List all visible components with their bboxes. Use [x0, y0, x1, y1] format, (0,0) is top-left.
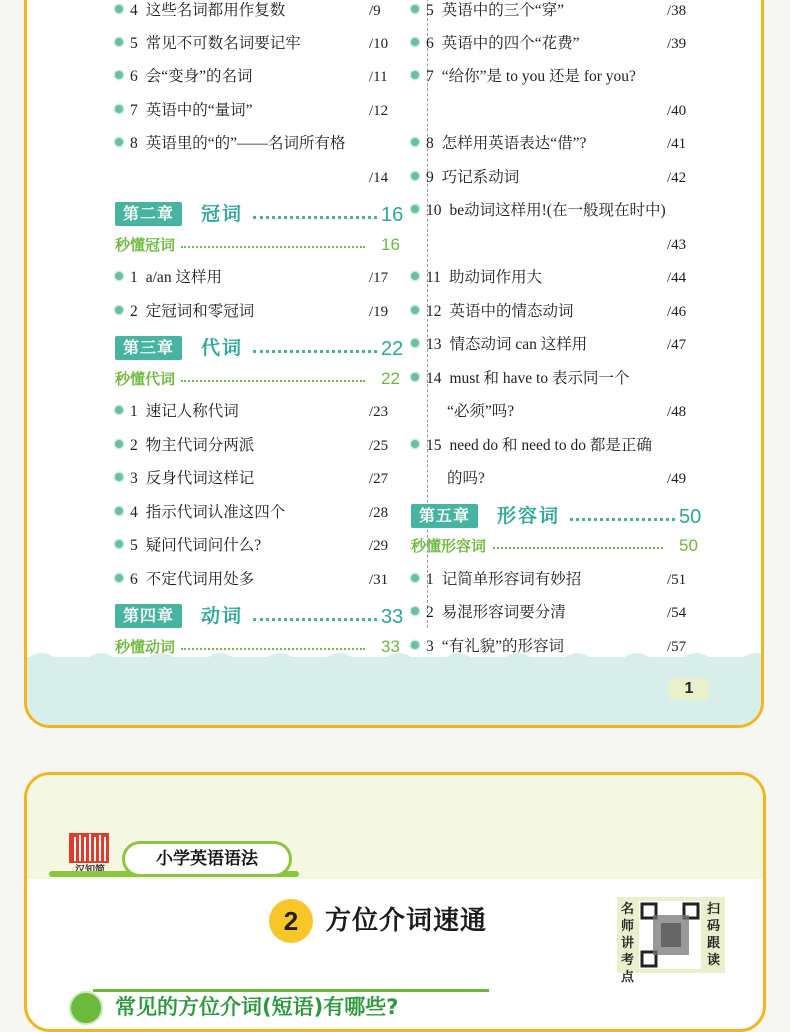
entry-page-number: /46	[667, 304, 687, 320]
entry-page-number: /54	[667, 605, 687, 621]
entry-number: 5	[130, 35, 138, 52]
entry-page-number: /10	[369, 36, 389, 52]
entry-page-number: /25	[369, 438, 389, 454]
toc-entry[interactable]	[115, 1, 285, 21]
subsection-page-number: 50	[679, 536, 698, 555]
entry-page-number: /57	[667, 639, 687, 655]
entry-page-number: /9	[369, 3, 381, 19]
entry-number: 6	[130, 68, 138, 85]
entry-title: 的吗?	[447, 470, 485, 487]
entry-title: 这些名词都用作复数	[145, 2, 286, 19]
entry-number: 4	[130, 2, 138, 19]
toc-entry[interactable]	[115, 536, 261, 556]
toc-page-card	[24, 0, 764, 728]
entry-number: 2	[130, 437, 138, 454]
next-page-card	[24, 772, 766, 1032]
entry-title: 物主代词分两派	[145, 437, 255, 454]
bullet-dot-icon	[115, 71, 123, 79]
toc-entry[interactable]	[115, 402, 239, 422]
qr-caption-right: 扫码跟读	[707, 902, 721, 968]
page-number: 1	[669, 678, 709, 700]
chapter-title[interactable]: 形容词	[497, 505, 561, 527]
book-open-icon	[69, 991, 103, 1025]
entry-title: 会“变身”的名词	[145, 68, 253, 85]
subsection-leader-dots	[181, 246, 365, 248]
chapter-title[interactable]: 动词	[201, 605, 244, 627]
toc-entry[interactable]	[411, 335, 587, 355]
entry-page-number: /40	[667, 103, 687, 119]
chapter-badge: 第五章	[411, 504, 478, 528]
toc-entry[interactable]	[411, 1, 564, 21]
entry-page-number: /29	[369, 538, 389, 554]
entry-number: 5	[130, 537, 138, 554]
entry-title: 疑问代词问什么?	[145, 537, 262, 554]
qr-caption-left: 名师讲考点	[621, 902, 635, 985]
chapter-badge: 第三章	[115, 336, 182, 360]
chapter-badge: 第二章	[115, 202, 182, 226]
subsection-title[interactable]: 秒懂代词	[115, 370, 176, 388]
subsection-leader-dots	[493, 547, 663, 549]
toc-entry[interactable]	[115, 436, 254, 456]
bullet-dot-icon	[411, 440, 419, 448]
entry-title: 英语中的三个“穿”	[441, 2, 565, 19]
bullet-dot-icon	[115, 507, 123, 515]
entry-page-number: /38	[667, 3, 687, 19]
entry-page-number: /49	[667, 471, 687, 487]
bullet-dot-icon	[411, 373, 419, 381]
entry-title: 情态动词 can 这样用	[449, 336, 588, 353]
entry-page-number: /11	[369, 69, 388, 85]
entry-page-number: /47	[667, 337, 687, 353]
entry-page-number: /17	[369, 270, 389, 286]
entry-title: a/an 这样用	[145, 269, 222, 286]
qr-panel	[617, 897, 725, 985]
bullet-dot-icon	[411, 607, 419, 615]
page-footer-band	[27, 657, 761, 725]
chapter-badge: 第四章	[115, 604, 182, 628]
entry-page-number: /27	[369, 471, 389, 487]
bullet-dot-icon	[411, 138, 419, 146]
entry-title: 怎样用英语表达“借”?	[441, 135, 587, 152]
entry-number: 1	[130, 269, 138, 286]
subsection-page-number: 22	[381, 369, 400, 388]
chapter-title[interactable]: 冠词	[201, 203, 244, 225]
toc-entry[interactable]	[411, 436, 652, 456]
chapter-page-number: 22	[381, 338, 404, 360]
entry-page-number: /43	[667, 237, 687, 253]
subsection-title[interactable]: 秒懂形容词	[411, 537, 487, 555]
bullet-dot-icon	[411, 205, 419, 213]
bullet-dot-icon	[411, 574, 419, 582]
toc-entry[interactable]	[411, 302, 574, 322]
entry-title: 常见不可数名词要记牢	[145, 35, 301, 52]
subsection-page-number: 33	[381, 637, 400, 656]
bullet-dot-icon	[115, 105, 123, 113]
bullet-dot-icon	[115, 440, 123, 448]
entry-number: 2	[426, 604, 434, 621]
toc-entry[interactable]	[115, 503, 285, 523]
series-title: 小学英语语法	[122, 841, 292, 877]
entry-number: 1	[130, 403, 138, 420]
bullet-dot-icon	[411, 306, 419, 314]
entry-page-number: /23	[369, 404, 389, 420]
toc-entry[interactable]	[411, 268, 542, 288]
bullet-dot-icon	[411, 272, 419, 280]
entry-page-number: /31	[369, 572, 389, 588]
entry-title: 易混形容词要分清	[441, 604, 566, 621]
entry-title: “有礼貌”的形容词	[441, 638, 565, 655]
entry-title: 英语中的情态动词	[449, 303, 574, 320]
subsection-leader-dots	[181, 380, 365, 382]
entry-title: “给你”是 to you 还是 for you?	[441, 68, 636, 85]
bullet-dot-icon	[115, 473, 123, 481]
section-title: 方位介词速通	[325, 906, 488, 936]
toc-entry[interactable]	[115, 134, 346, 154]
toc-entry[interactable]	[411, 201, 666, 221]
entry-page-number: /51	[667, 572, 687, 588]
entry-number: 8	[426, 135, 434, 152]
entry-title: 速记人称代词	[145, 403, 239, 420]
bullet-dot-icon	[411, 71, 419, 79]
entry-number: 14	[426, 370, 442, 387]
entry-page-number: /48	[667, 404, 687, 420]
entry-title: “必须”吗?	[447, 403, 515, 420]
entry-number: 10	[426, 202, 442, 219]
toc-entry[interactable]	[411, 34, 580, 54]
entry-number: 5	[426, 2, 434, 19]
toc-entry[interactable]	[411, 134, 586, 154]
entry-number: 7	[130, 102, 138, 119]
entry-page-number: /12	[369, 103, 389, 119]
entry-number: 6	[426, 35, 434, 52]
entry-number: 1	[426, 571, 434, 588]
bullet-dot-icon	[411, 172, 419, 180]
entry-title: 助动词作用大	[448, 269, 542, 286]
entry-title: must 和 have to 表示同一个	[449, 370, 630, 387]
entry-title: 定冠词和零冠词	[145, 303, 255, 320]
entry-number: 2	[130, 303, 138, 320]
entry-title: 不定代词用处多	[145, 571, 255, 588]
chapter-title[interactable]: 代词	[201, 337, 244, 359]
entry-number: 9	[426, 169, 434, 186]
bullet-dot-icon	[115, 5, 123, 13]
entry-title: 反身代词这样记	[145, 470, 255, 487]
bullet-dot-icon	[115, 406, 123, 414]
entry-number: 13	[426, 336, 442, 353]
entry-page-number: /19	[369, 304, 389, 320]
entry-page-number: /44	[667, 270, 687, 286]
toc-entry[interactable]	[115, 34, 301, 54]
toc-entry[interactable]	[115, 67, 253, 87]
question-text: 常见的方位介词(短语)有哪些?	[115, 995, 399, 1019]
toc-entry[interactable]	[115, 469, 254, 489]
entry-title: be动词这样用!(在一般现在时中)	[449, 202, 666, 219]
bullet-dot-icon	[115, 272, 123, 280]
entry-page-number: /41	[667, 136, 687, 152]
chapter-leader-dots	[570, 518, 675, 521]
bullet-dot-icon	[115, 540, 123, 548]
entry-page-number: /28	[369, 505, 389, 521]
toc-entry[interactable]	[411, 369, 629, 389]
bullet-dot-icon	[411, 339, 419, 347]
toc-entry[interactable]	[115, 268, 222, 288]
subsection-title[interactable]: 秒懂动词	[115, 638, 176, 656]
entry-number: 12	[426, 303, 442, 320]
entry-title: 巧记系动词	[441, 169, 520, 186]
entry-number: 11	[426, 269, 441, 286]
entry-title: 记简单形容词有妙招	[441, 571, 582, 588]
toc-entry[interactable]	[115, 302, 254, 322]
toc-entry-continued[interactable]	[447, 469, 485, 489]
chapter-page-number: 50	[679, 506, 702, 528]
entry-title: 英语中的“量词”	[145, 102, 253, 119]
chapter-page-number: 33	[381, 606, 404, 628]
entry-number: 15	[426, 437, 442, 454]
entry-title: need do 和 need to do 都是正确	[449, 437, 652, 454]
toc-entry[interactable]	[115, 570, 254, 590]
entry-title: 英语里的“的”——名词所有格	[145, 135, 346, 152]
entry-number: 3	[130, 470, 138, 487]
entry-number: 6	[130, 571, 138, 588]
section-number-badge: 2	[269, 899, 313, 943]
entry-title: 指示代词认准这四个	[145, 504, 286, 521]
toc-entry-continued[interactable]	[447, 402, 514, 422]
entry-number: 4	[130, 504, 138, 521]
qr-code-icon[interactable]	[639, 901, 701, 969]
chapter-leader-dots	[253, 350, 377, 353]
bullet-dot-icon	[411, 38, 419, 46]
entry-page-number: /39	[667, 36, 687, 52]
subsection-page-number: 16	[381, 235, 400, 254]
toc-entry[interactable]	[411, 67, 636, 87]
chapter-leader-dots	[253, 618, 377, 621]
chapter-page-number: 16	[381, 204, 404, 226]
toc-entry[interactable]	[411, 603, 566, 623]
entry-title: 英语中的四个“花费”	[441, 35, 580, 52]
entry-page-number: /14	[369, 170, 389, 186]
toc-entry[interactable]	[411, 570, 581, 590]
toc-entry[interactable]	[411, 168, 519, 188]
chapter-leader-dots	[253, 216, 377, 219]
wave-decoration	[27, 647, 761, 669]
bullet-dot-icon	[115, 138, 123, 146]
subsection-title[interactable]: 秒懂冠词	[115, 236, 176, 254]
bullet-dot-icon	[115, 574, 123, 582]
entry-number: 3	[426, 638, 434, 655]
question-heading	[69, 989, 489, 1019]
entry-number: 8	[130, 135, 138, 152]
entry-number: 7	[426, 68, 434, 85]
toc-entry[interactable]	[115, 101, 253, 121]
bullet-dot-icon	[115, 38, 123, 46]
bullet-dot-icon	[115, 306, 123, 314]
bullet-dot-icon	[411, 5, 419, 13]
entry-page-number: /42	[667, 170, 687, 186]
